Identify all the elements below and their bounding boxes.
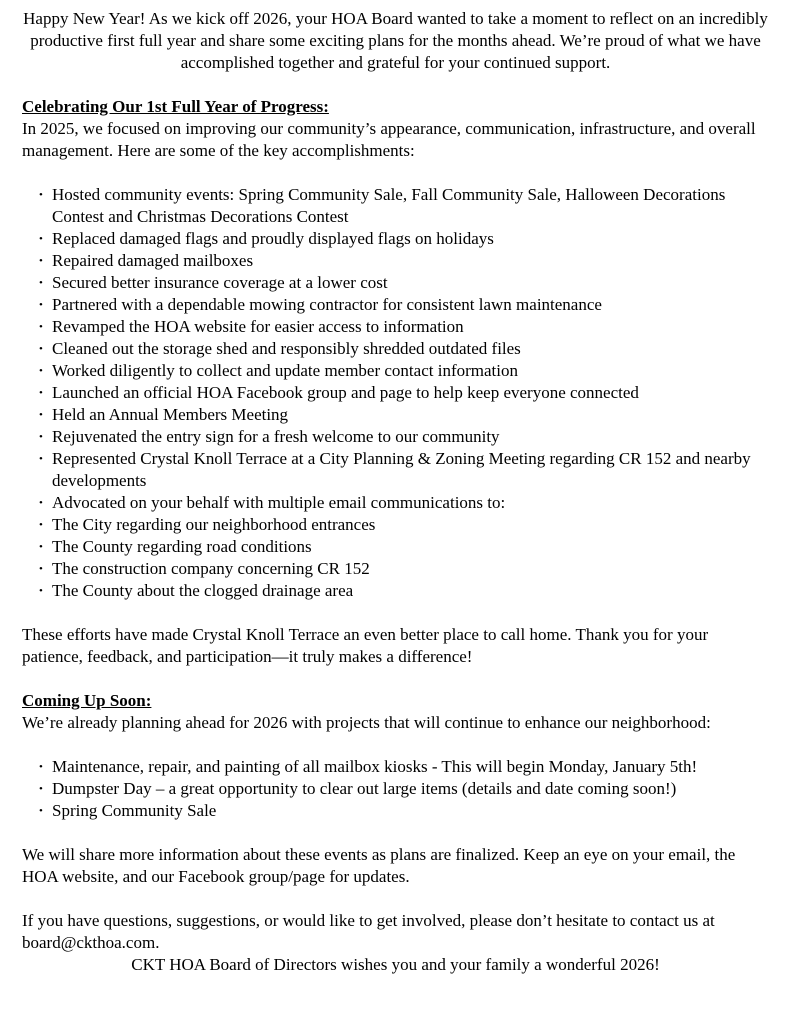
- accomplishments-list: [22, 184, 769, 602]
- list-item: • Dumpster Day – a great opportunity to clear out large items (details and date coming soon!): [38, 778, 769, 800]
- contact-paragraph: If you have questions, suggestions, or would like to get involved, please don’t hesitate to contact us at board@ckthoa.com.: [22, 911, 715, 952]
- list-item: • Launched an official HOA Facebook group and page to help keep everyone connected: [38, 382, 769, 404]
- list-item: • The City regarding our neighborhood entrances: [38, 514, 769, 536]
- section-heading-progress: Celebrating Our 1st Full Year of Progress:: [22, 97, 329, 116]
- list-item: • Represented Crystal Knoll Terrace at a City Planning & Zoning Meeting regarding CR 152 and nearby developments: [38, 448, 769, 492]
- section-progress-body: In 2025, we focused on improving our community’s appearance, communication, infrastructure, and overall management. Here are some of the key accomplishments:: [22, 119, 756, 160]
- list-item: • Rejuvenated the entry sign for a fresh welcome to our community: [38, 426, 769, 448]
- closing-line: CKT HOA Board of Directors wishes you and your family a wonderful 2026!: [131, 955, 660, 974]
- section-coming-up-body: We’re already planning ahead for 2026 with projects that will continue to enhance our neighborhood:: [22, 713, 711, 732]
- updates-paragraph: We will share more information about these events as plans are finalized. Keep an eye on your email, the HOA website, and our Facebook group/page for updates.: [22, 845, 736, 886]
- list-item: • Secured better insurance coverage at a lower cost: [38, 272, 769, 294]
- list-item: • Revamped the HOA website for easier access to information: [38, 316, 769, 338]
- list-item: • Maintenance, repair, and painting of all mailbox kiosks - This will begin Monday, January 5th!: [38, 756, 769, 778]
- thanks-paragraph: These efforts have made Crystal Knoll Terrace an even better place to call home. Thank you for your patience, feedback, and participation—it truly makes a difference!: [22, 625, 709, 666]
- list-item: • Worked diligently to collect and update member contact information: [38, 360, 769, 382]
- upcoming-events-list: [22, 756, 769, 822]
- list-item: • The County about the clogged drainage area: [38, 580, 769, 602]
- list-item: • Spring Community Sale: [38, 800, 769, 822]
- list-item: • Advocated on your behalf with multiple email communications to:: [38, 492, 769, 514]
- list-item: • Cleaned out the storage shed and responsibly shredded outdated files: [38, 338, 769, 360]
- list-item: • The County regarding road conditions: [38, 536, 769, 558]
- list-item: • Partnered with a dependable mowing contractor for consistent lawn maintenance: [38, 294, 769, 316]
- list-item: • Replaced damaged flags and proudly displayed flags on holidays: [38, 228, 769, 250]
- list-item: • Hosted community events: Spring Community Sale, Fall Community Sale, Halloween Decorations Contest and Christmas Decorations Contest: [38, 184, 769, 228]
- list-item: • Repaired damaged mailboxes: [38, 250, 769, 272]
- list-item: • Held an Annual Members Meeting: [38, 404, 769, 426]
- list-item: • The construction company concerning CR 152: [38, 558, 769, 580]
- intro-paragraph: Happy New Year! As we kick off 2026, your HOA Board wanted to take a moment to reflect on an incredibly productive first full year and share some exciting plans for the months ahead. We’re proud of what we have accomplished together and grateful for your continued support.: [23, 9, 768, 72]
- section-heading-coming-up: Coming Up Soon:: [22, 691, 152, 710]
